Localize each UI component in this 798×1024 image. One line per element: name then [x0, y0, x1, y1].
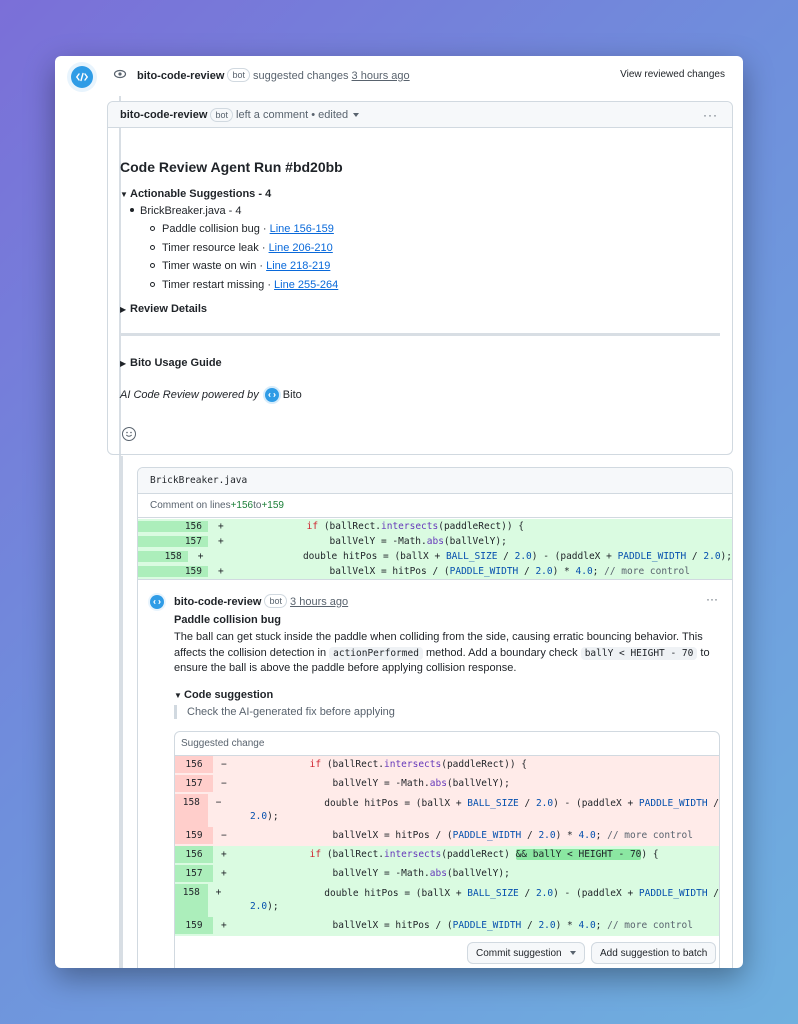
diff-line[interactable]: 159 + ballVelX = hitPos / (PADDLE_WIDTH / 2.0) * 4.0; // more control: [175, 917, 719, 936]
suggestion-title: Paddle collision bug: [174, 614, 281, 626]
triangle-right-icon: ▶: [120, 305, 127, 314]
diff-line[interactable]: 157 + ballVelY = -Math.abs(ballVelY);: [138, 534, 732, 549]
diff-line[interactable]: 157 − ballVelY = -Math.abs(ballVelY);: [175, 775, 719, 794]
bito-avatar[interactable]: [67, 62, 97, 92]
suggestion-body: The ball can get stuck inside the paddle when colliding from the side, causing erratic bouncing behavior. This affects the collision detection in actionPerformed method. Add a boundary check ballY < HEIGHT - 70 to ensure the ball is above the paddle before applying collision response.: [174, 631, 710, 674]
edited-dropdown-icon[interactable]: [353, 113, 359, 117]
review-details-toggle[interactable]: ▶ Review Details: [120, 303, 208, 315]
reply-author[interactable]: bito-code-review: [174, 596, 262, 608]
code-suggestion-toggle[interactable]: ▼ Code suggestion: [174, 689, 274, 701]
bot-badge: bot: [227, 68, 250, 82]
bot-badge: bot: [264, 594, 287, 608]
review-time[interactable]: 3 hours ago: [351, 70, 410, 82]
add-to-batch-button[interactable]: Add suggestion to batch: [591, 942, 716, 964]
diff-line[interactable]: 159 − ballVelX = hitPos / (PADDLE_WIDTH / 2.0) * 4.0; // more control: [175, 827, 719, 846]
file-summary: [130, 205, 241, 217]
diff-line[interactable]: 158 + double hitPos = (ballX + BALL_SIZE / 2.0) - (paddleX + PADDLE_WIDTH / 2.0);: [175, 884, 719, 917]
reply-time[interactable]: 3 hours ago: [290, 596, 349, 608]
reply-header: [174, 594, 348, 608]
chevron-down-icon: [570, 951, 576, 955]
file-summary-label: BrickBreaker.java - 4: [140, 205, 242, 217]
bito-logo-icon: [263, 386, 281, 404]
add-reaction-icon[interactable]: [122, 427, 136, 441]
review-author[interactable]: bito-code-review: [137, 70, 225, 82]
ai-fix-note: Check the AI-generated fix before applying: [174, 705, 395, 719]
powered-by-text: AI Code Review powered by: [120, 389, 259, 401]
actionable-suggestions-toggle[interactable]: [120, 188, 271, 200]
diff-block: [138, 518, 732, 579]
triangle-down-icon: ▼: [174, 691, 182, 700]
bito-brand: Bito: [282, 389, 302, 401]
comment-on-lines: Comment on lines +156 to +159: [138, 494, 732, 518]
eye-icon: [113, 67, 127, 81]
triangle-down-icon: ▼: [120, 190, 128, 199]
comment-meta: left a comment • edited: [236, 108, 349, 121]
bito-avatar[interactable]: [148, 593, 166, 611]
view-reviewed-changes-button[interactable]: View reviewed changes: [620, 69, 725, 80]
list-item: Timer resource leak · Line 206-210: [150, 242, 333, 254]
comment-box: [107, 101, 733, 455]
comment-header: [108, 102, 732, 128]
triangle-right-icon: ▶: [120, 359, 127, 368]
file-name[interactable]: BrickBreaker.java: [138, 468, 732, 494]
diff-line[interactable]: 158 + double hitPos = (ballX + BALL_SIZE / 2.0) - (paddleX + PADDLE_WIDTH / 2.0);: [138, 549, 732, 564]
reply-menu-icon[interactable]: ···: [706, 592, 718, 606]
commit-suggestion-button[interactable]: Commit suggestion: [467, 942, 585, 964]
actionable-label: Actionable Suggestions - 4: [130, 188, 272, 200]
line-link[interactable]: Line 218-219: [266, 260, 331, 272]
suggested-change-label: Suggested change: [175, 732, 719, 756]
comment-author[interactable]: bito-code-review: [120, 108, 208, 121]
review-action: suggested changes: [253, 70, 349, 82]
usage-guide-toggle[interactable]: ▶ Bito Usage Guide: [120, 357, 222, 369]
line-link[interactable]: Line 206-210: [268, 242, 333, 254]
suggested-change-box: [174, 731, 720, 968]
list-item: Paddle collision bug · Line 156-159: [150, 223, 334, 235]
bot-badge: bot: [210, 108, 233, 122]
diff-line[interactable]: 156 + if (ballRect.intersects(paddleRect)) {: [138, 519, 732, 534]
run-title: Code Review Agent Run #bd20bb: [120, 159, 343, 175]
line-link[interactable]: Line 255-264: [274, 279, 339, 291]
diff-line[interactable]: 157 + ballVelY = -Math.abs(ballVelY);: [175, 865, 719, 884]
line-link[interactable]: Line 156-159: [269, 223, 334, 235]
review-summary: [137, 68, 410, 82]
file-review-box: [137, 467, 733, 968]
diff-line[interactable]: 159 + ballVelX = hitPos / (PADDLE_WIDTH / 2.0) * 4.0; // more control: [138, 564, 732, 579]
diff-line[interactable]: 156 + if (ballRect.intersects(paddleRect) && ballY < HEIGHT - 70) {: [175, 846, 719, 865]
list-item: Timer restart missing · Line 255-264: [150, 279, 338, 291]
diff-line[interactable]: 158 − double hitPos = (ballX + BALL_SIZE / 2.0) - (paddleX + PADDLE_WIDTH / 2.0);: [175, 794, 719, 827]
powered-by: [120, 386, 302, 404]
divider: [120, 333, 720, 336]
review-card: [55, 56, 743, 968]
thread-line: [121, 456, 123, 968]
comment-menu-icon[interactable]: ···: [703, 107, 718, 122]
list-item: Timer waste on win · Line 218-219: [150, 260, 330, 272]
diff-line[interactable]: 156 − if (ballRect.intersects(paddleRect)) {: [175, 756, 719, 775]
